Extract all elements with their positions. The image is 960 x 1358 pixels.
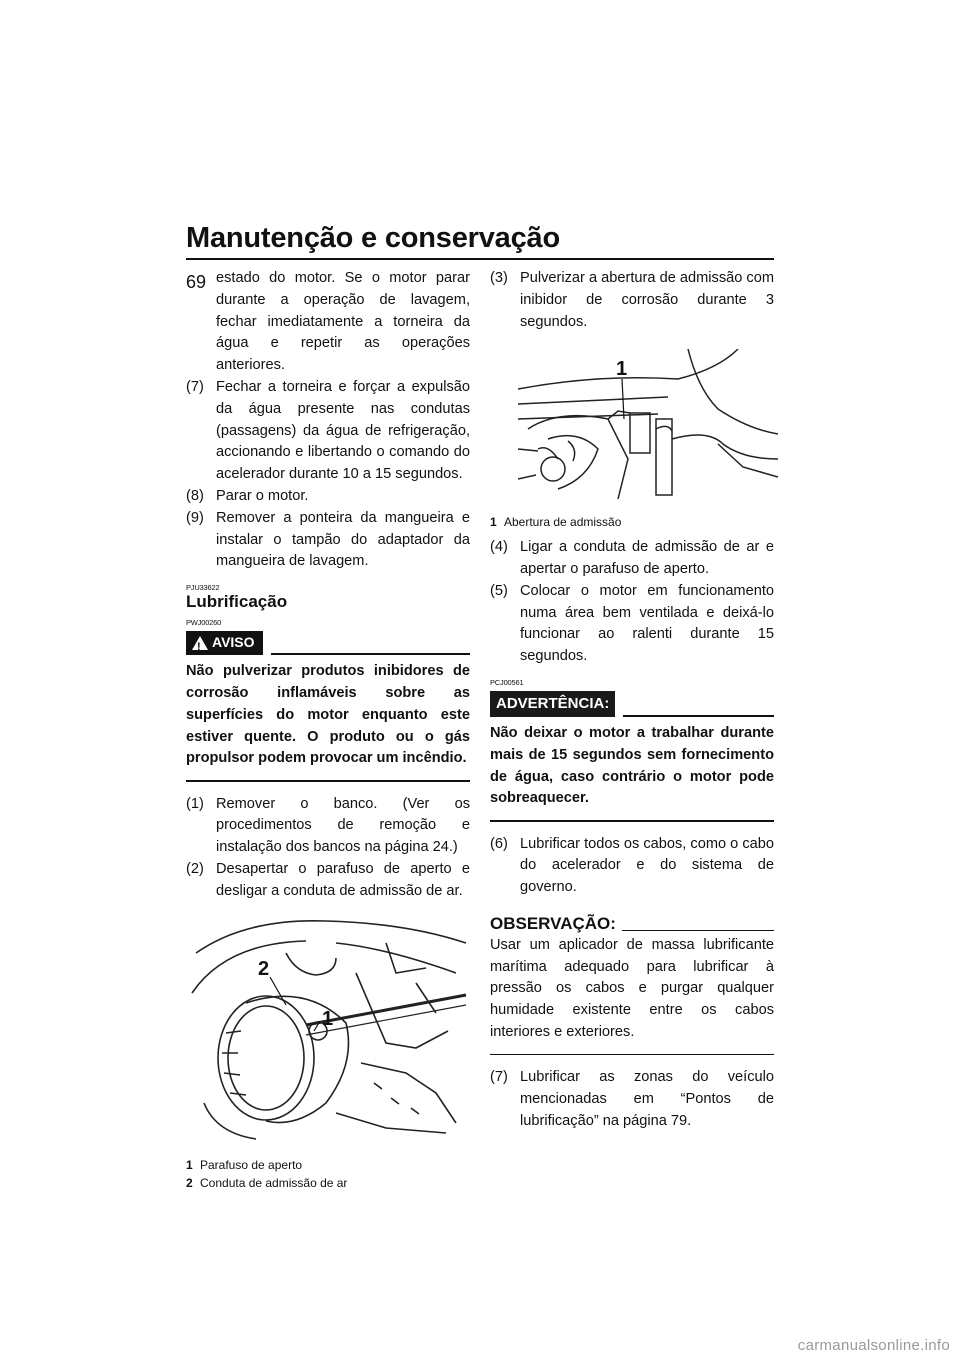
warning-text: Não pulverizar produtos inibidores de corrosão inflamáveis sobre as superfícies do motor enquanto este estiver quente. O produto ou o gás propulsor podem provocar um incêndio.: [186, 663, 470, 767]
left-column: [186, 268, 470, 1192]
note-text: Usar um aplicador de massa lubrificante marítima adequado para lubrificar à pressão os cabos e purgar qualquer humidade existente entre os cabos interiores e exteriores.: [490, 936, 774, 1041]
step-number: (3): [490, 270, 508, 286]
page-number: 69: [186, 272, 207, 292]
step-1: [186, 794, 470, 859]
step-6: [490, 834, 774, 899]
step-number: (6): [490, 835, 508, 852]
warning-rule: [271, 653, 470, 655]
figure-caption: [490, 513, 774, 531]
engine-intake-illustration: [186, 913, 470, 1143]
callout-1: 1: [322, 1007, 334, 1030]
step-number: (7): [186, 378, 204, 395]
note-header: [490, 913, 774, 935]
caption-item: 1 Abertura de admissão: [490, 515, 622, 530]
engine-intake-figure: [186, 913, 470, 1151]
watermark: carmanualsonline.info: [797, 1337, 950, 1354]
step-text: Remover o banco. (Ver os procedimentos de remoção e instalação dos bancos na página 24.): [216, 795, 470, 856]
step-text: Remover a ponteira da mangueira e instalar o tampão do adaptador da mangueira de lavagem.: [216, 509, 470, 570]
figure-caption: [186, 1156, 470, 1192]
caution-header: [490, 691, 774, 717]
right-column: [490, 268, 774, 1132]
note-end-rule: [490, 1054, 774, 1055]
step-number: (8): [186, 487, 204, 504]
page-title: Manutenção e conservação: [186, 222, 560, 254]
section-title: Lubrificação: [186, 592, 288, 612]
step-text: Lubrificar todos os cabos, como o cabo do acelerador e do sistema de governo.: [520, 835, 774, 896]
warning-badge: [186, 631, 263, 655]
warning-label: AVISO: [212, 634, 255, 651]
spray-intake-illustration: [518, 349, 778, 499]
callout-2: 2: [258, 957, 270, 980]
step-number: (4): [490, 539, 508, 556]
caption-item: 2 Conduta de admissão de ar: [186, 1176, 348, 1191]
step-text: Fechar a torneira e forçar a expulsão da água presente nas condutas (passagens) da água de refrigeração, accionando e libertando o comando do acelerador durante 10 a 15 segundos.: [216, 378, 470, 483]
step-3: [490, 268, 774, 333]
caution-badge: ADVERTÊNCIA:: [490, 691, 615, 717]
step-number: (2): [186, 861, 204, 878]
step-text: Pulverizar a abertura de admissão com inibidor de corrosão durante 3 segundos.: [520, 270, 774, 330]
step-number: (1): [186, 795, 204, 812]
step-4: [490, 537, 774, 581]
warning-triangle-icon: [192, 636, 208, 650]
step-number: (9): [186, 509, 204, 526]
caution-text: Não deixar o motor a trabalhar durante mais de 15 segundos sem fornecimento de água, caso contrário o motor pode sobreaquecer.: [490, 724, 774, 807]
step-text: Parar o motor.: [216, 487, 309, 504]
step-2: [186, 859, 470, 903]
caution-rule: [623, 715, 774, 717]
warning-code: PWJ00260: [186, 618, 222, 628]
step-7: [186, 377, 470, 486]
step-text: Desapertar o parafuso de aperto e desligar a conduta de admissão de ar.: [216, 861, 470, 899]
step-number: (7): [490, 1069, 508, 1086]
step-5: [490, 581, 774, 668]
step-number: (5): [490, 582, 508, 599]
warning-header: [186, 631, 470, 655]
step-text: Ligar a conduta de admissão de ar e apertar o parafuso de aperto.: [520, 539, 774, 577]
title-rule: [186, 258, 774, 260]
step-text: Colocar o motor em funcionamento numa área bem ventilada e deixá-lo funcionar ao ralenti durante 15 segundos.: [520, 582, 774, 665]
warning-end-rule: [186, 780, 470, 782]
intro-paragraph: estado do motor. Se o motor parar durante a operação de lavagem, fechar imediatamente a torneira da água e repetir as operações anteriores.: [216, 270, 470, 374]
step-7-lubrication: [490, 1067, 774, 1132]
note-rule: [622, 930, 774, 931]
caution-code: PCJ00561: [490, 677, 524, 687]
step-text: Lubrificar as zonas do veículo mencionadas em “Pontos de lubrificação” na página 79.: [520, 1069, 774, 1129]
spray-intake-figure: [490, 349, 774, 507]
caption-item: 1 Parafuso de aperto: [186, 1158, 303, 1173]
section-code: PJU33622: [186, 583, 220, 593]
step-8: [186, 486, 470, 508]
note-title: OBSERVAÇÃO:: [490, 914, 616, 934]
step-9: [186, 508, 470, 573]
callout-1: 1: [616, 358, 628, 381]
caution-end-rule: [490, 820, 774, 822]
